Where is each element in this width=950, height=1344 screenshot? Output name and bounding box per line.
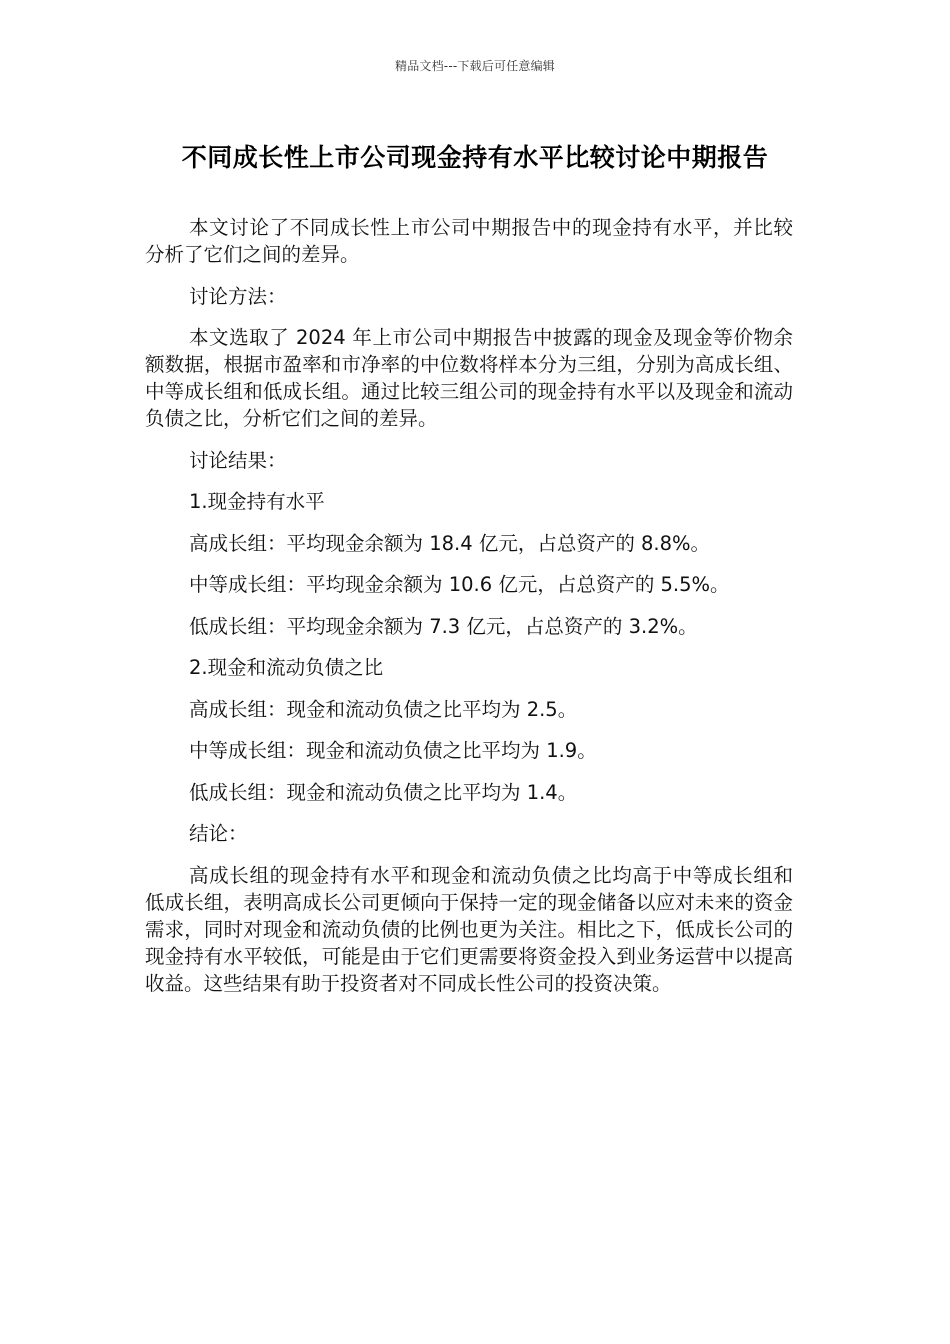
cash-ratio-subheading: 2.现金和流动负债之比 xyxy=(189,656,384,679)
document-title: 不同成长性上市公司现金持有水平比较讨论中期报告 xyxy=(181,143,769,172)
method-paragraph: 本文选取了 2024 年上市公司中期报告中披露的现金及现金等价物余额数据，根据市盈率和市净率的中位数将样本分为三组，分别为高成长组、中等成长组和低成长组。通过比较三组公司的现金持有水平以及现金和流动负债之比，分析它们之间的差异。 xyxy=(145,326,793,430)
cash-level-subheading: 1.现金持有水平 xyxy=(189,490,325,513)
results-heading: 讨论结果： xyxy=(189,448,287,472)
conclusion-paragraph: 高成长组的现金持有水平和现金和流动负债之比均高于中等成长组和低成长组，表明高成长公司更倾向于保持一定的现金储备以应对未来的资金需求，同时对现金和流动负债的比例也更为关注。相比之下，低成长公司的现金持有水平较低，可能是由于它们更需要将资金投入到业务运营中以提高收益。这些结果有助于投资者对不同成长性公司的投资决策。 xyxy=(145,863,793,995)
cash-level-medium-growth: 中等成长组：平均现金余额为 10.6 亿元，占总资产的 5.5%。 xyxy=(189,573,730,596)
intro-paragraph: 本文讨论了不同成长性上市公司中期报告中的现金持有水平，并比较分析了它们之间的差异。 xyxy=(145,216,793,266)
document-body xyxy=(145,214,793,1011)
method-heading: 讨论方法： xyxy=(189,284,287,308)
conclusion-heading: 结论： xyxy=(189,822,248,845)
cash-ratio-low-growth: 低成长组：现金和流动负债之比平均为 1.4。 xyxy=(189,780,578,804)
cash-ratio-high-growth: 高成长组：现金和流动负债之比平均为 2.5。 xyxy=(189,697,578,721)
page-header-note: 精品文档---下载后可任意编辑 xyxy=(395,59,555,73)
cash-ratio-medium-growth: 中等成长组：现金和流动负债之比平均为 1.9。 xyxy=(189,739,597,762)
cash-level-high-growth: 高成长组：平均现金余额为 18.4 亿元，占总资产的 8.8%。 xyxy=(189,531,711,555)
cash-level-low-growth: 低成长组：平均现金余额为 7.3 亿元，占总资产的 3.2%。 xyxy=(189,614,698,638)
